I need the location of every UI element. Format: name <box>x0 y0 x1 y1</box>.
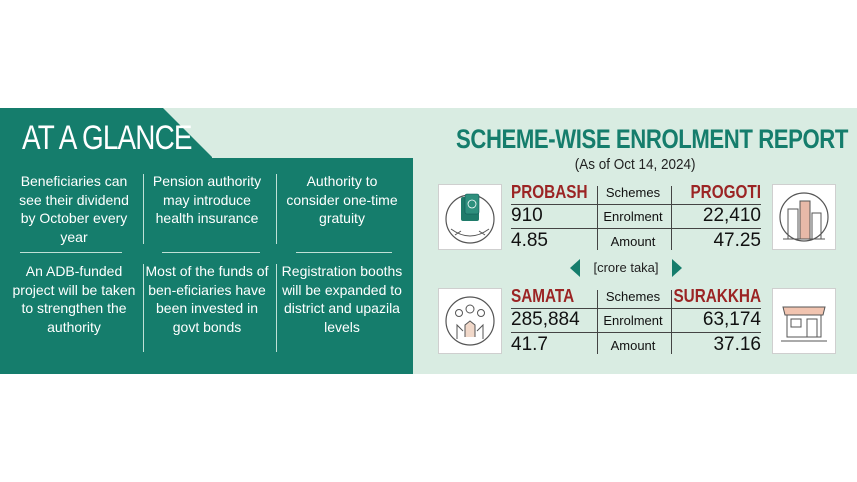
divider <box>162 252 260 253</box>
glance-item: Pension authority may introduce health insurance <box>152 173 262 226</box>
people-hands-icon <box>438 288 502 354</box>
at-a-glance-title: AT A GLANCE <box>22 119 192 157</box>
amount-value: 37.16 <box>713 334 761 355</box>
top-strip <box>212 108 413 158</box>
scheme-name: PROBASH <box>511 182 588 202</box>
divider <box>143 264 144 352</box>
passport-globe-icon <box>438 184 502 250</box>
row-label: Enrolment <box>603 209 663 224</box>
report-subtitle: (As of Oct 14, 2024) <box>574 156 696 173</box>
amount-value: 47.25 <box>713 230 761 251</box>
divider <box>20 252 122 253</box>
enrolment-value: 285,884 <box>511 309 580 330</box>
table-rule <box>511 308 761 309</box>
amount-value: 4.85 <box>511 230 548 251</box>
divider <box>276 174 277 244</box>
arrow-right-icon <box>672 259 682 277</box>
unit-label: [crore taka] <box>580 258 672 278</box>
scheme-name: PROGOTI <box>690 182 761 202</box>
scheme-name: SURAKKHA <box>673 286 761 306</box>
row-label: Amount <box>610 338 656 353</box>
row-label: Amount <box>610 234 656 249</box>
glance-item: Most of the funds of ben-eficiaries have been invested in govt bonds <box>145 263 269 335</box>
glance-item: Authority to consider one-time gratuity <box>286 173 398 226</box>
table-rule <box>511 228 761 229</box>
table-rule <box>671 290 672 354</box>
glance-item: An ADB-funded project will be taken to strengthen the authority <box>12 263 136 335</box>
row-label: Schemes <box>605 185 661 200</box>
glance-item: Beneficiaries can see their dividend by October every year <box>19 173 129 245</box>
table-rule <box>511 204 761 205</box>
enrolment-value: 22,410 <box>702 205 761 226</box>
table-rule <box>597 290 598 354</box>
city-buildings-icon <box>772 184 836 250</box>
scheme-name: SAMATA <box>511 286 575 306</box>
arrow-left-icon <box>570 259 580 277</box>
table-rule <box>597 186 598 250</box>
row-label: Enrolment <box>603 313 663 328</box>
glance-item: Registration booths will be expanded to district and upazila levels <box>281 263 403 335</box>
table-rule <box>671 186 672 250</box>
divider <box>296 252 392 253</box>
report-title: SCHEME-WISE ENROLMENT REPORT <box>456 124 848 154</box>
row-label: Schemes <box>605 289 661 304</box>
divider <box>276 264 277 352</box>
table-rule <box>511 332 761 333</box>
enrolment-value: 63,174 <box>702 309 761 330</box>
shop-icon <box>772 288 836 354</box>
enrolment-value: 910 <box>511 205 543 226</box>
amount-value: 41.7 <box>511 334 548 355</box>
divider <box>143 174 144 244</box>
